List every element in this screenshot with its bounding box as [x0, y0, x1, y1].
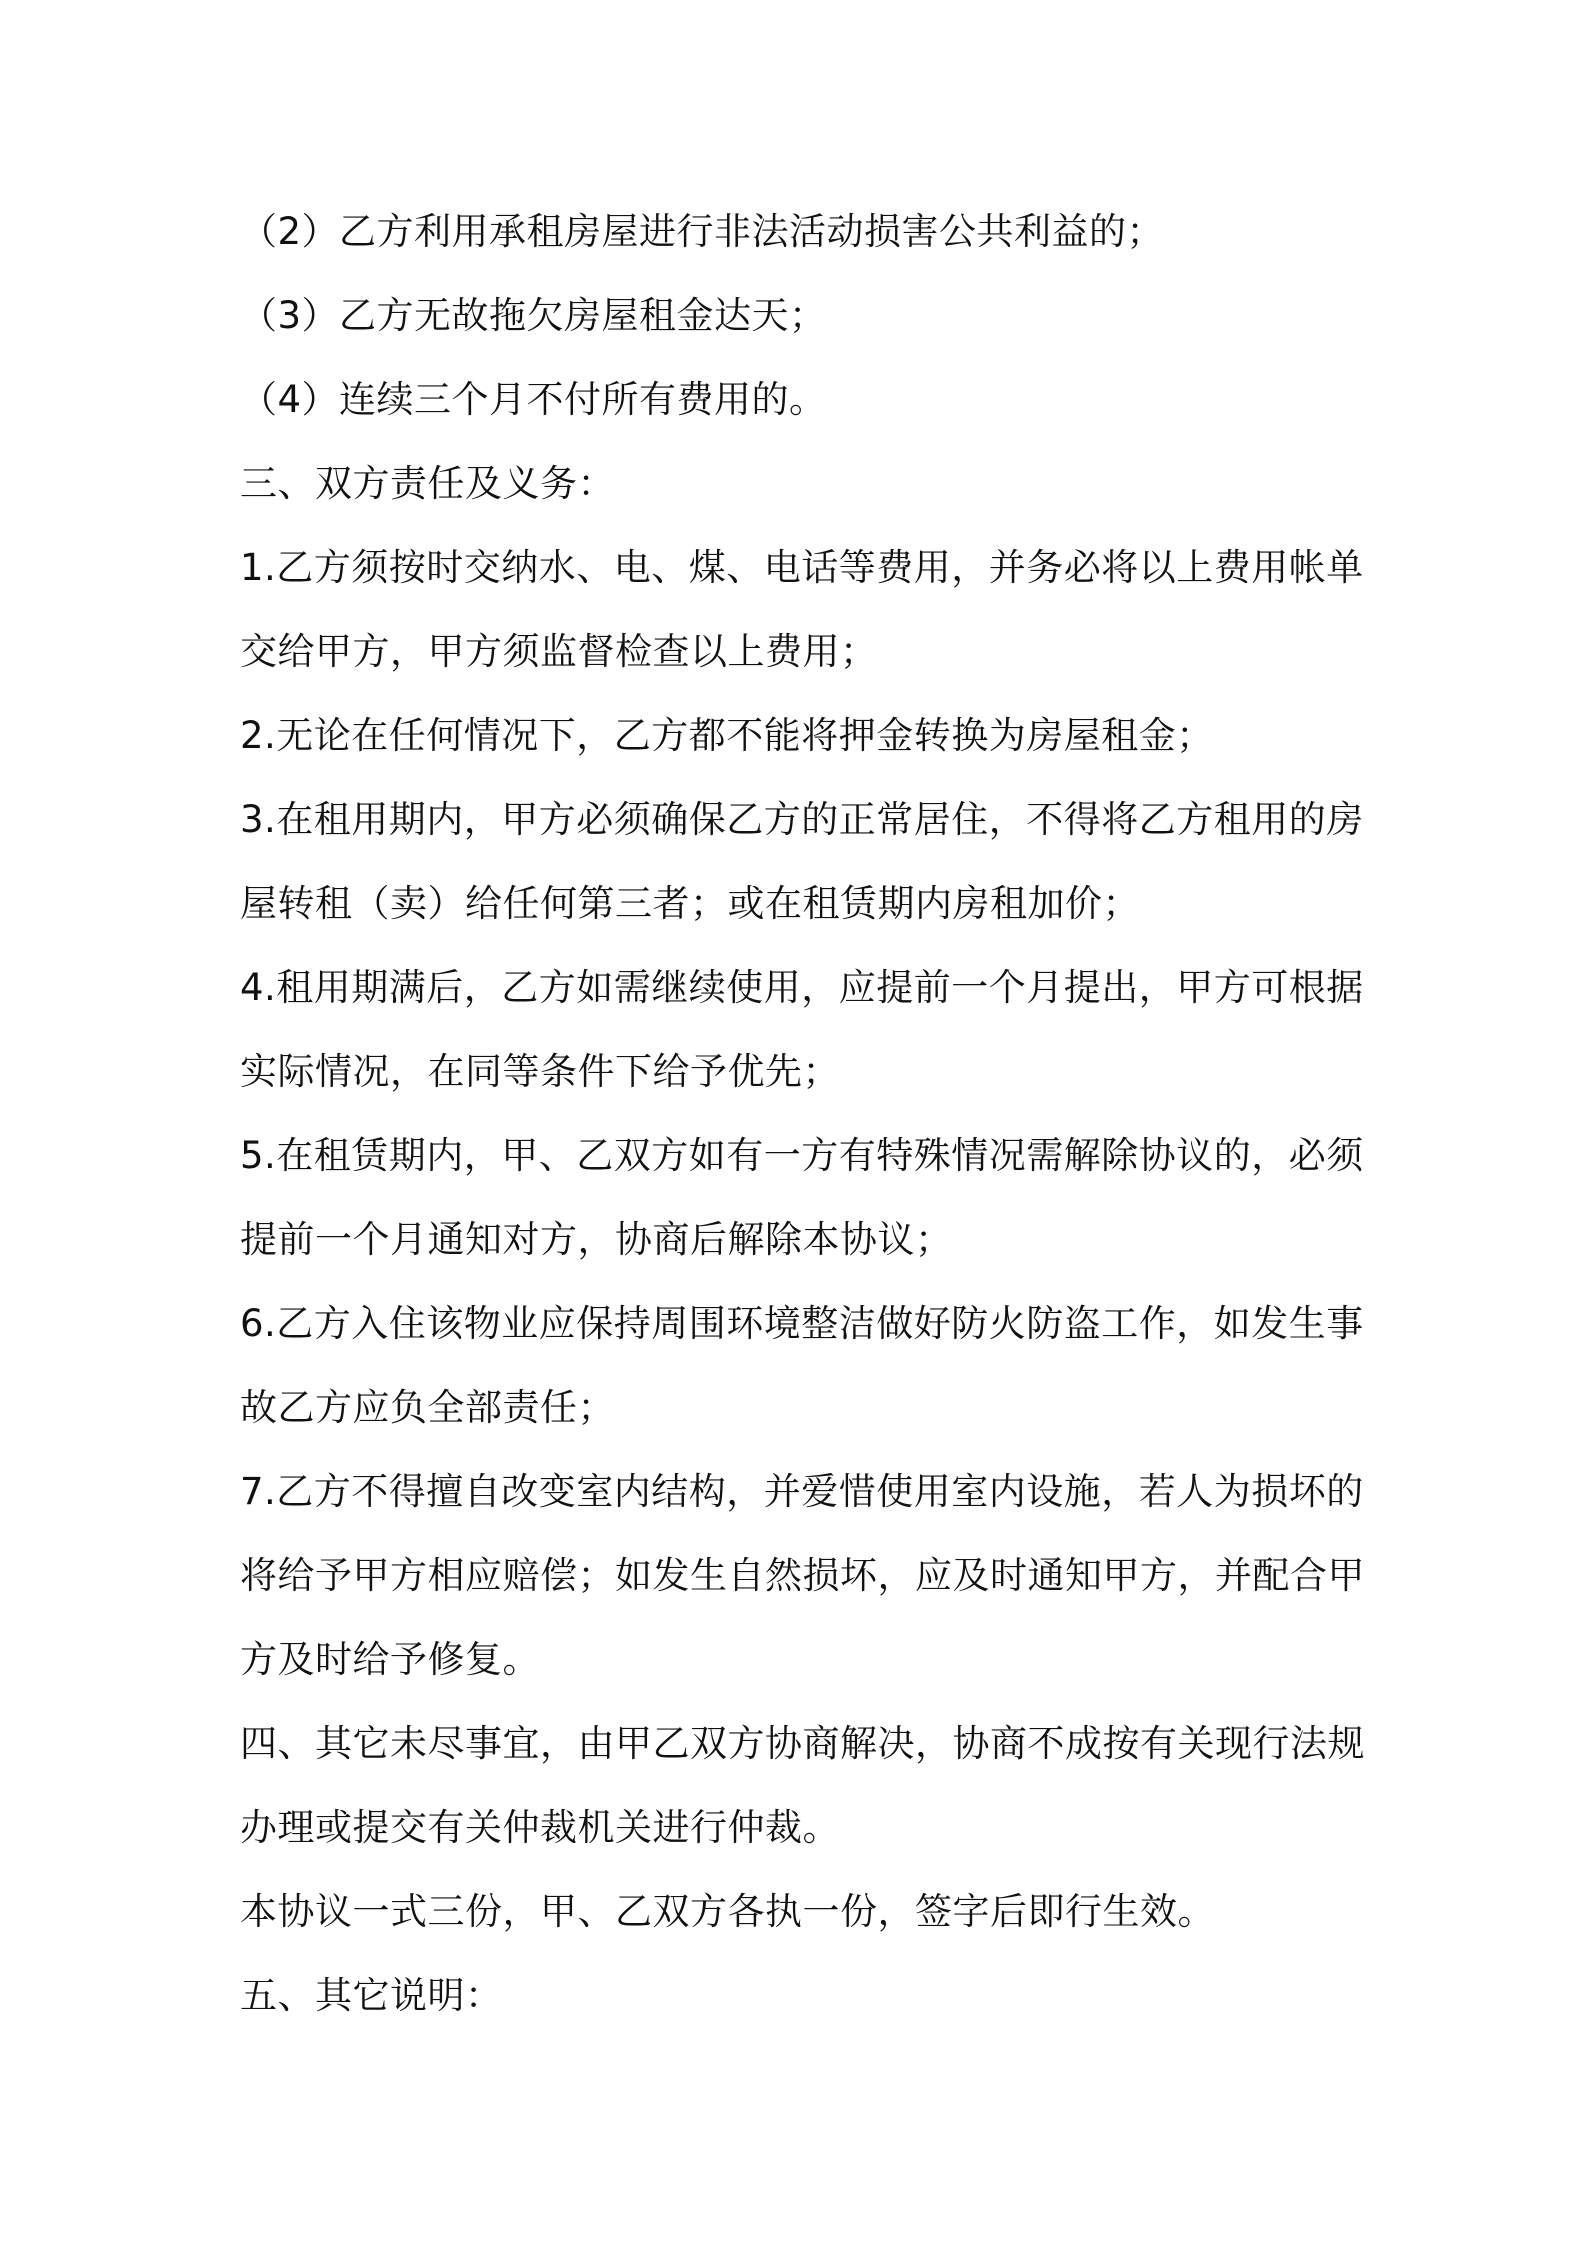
duty-5-line-2: 提前一个月通知对方，协商后解除本协议；	[240, 1218, 953, 1261]
section-4-line-1: 四、其它未尽事宜，由甲乙双方协商解决，协商不成按有关现行法规	[240, 1722, 1365, 1765]
duty-7-line-2: 将给予甲方相应赔偿；如发生自然损坏，应及时通知甲方，并配合甲	[240, 1554, 1365, 1597]
document-body	[240, 190, 1365, 2038]
duty-7-line-1: 7.乙方不得擅自改变室内结构，并爱惜使用室内设施，若人为损坏的	[240, 1470, 1364, 1513]
duty-5-line-1: 5.在租赁期内，甲、乙双方如有一方有特殊情况需解除协议的，必须	[240, 1134, 1364, 1177]
duty-6-line-1: 6.乙方入住该物业应保持周围环境整洁做好防火防盗工作，如发生事	[240, 1302, 1364, 1345]
section-4-line-2: 办理或提交有关仲裁机关进行仲裁。	[240, 1806, 840, 1849]
duty-4-line-1: 4.租用期满后，乙方如需继续使用，应提前一个月提出，甲方可根据	[240, 966, 1364, 1009]
duty-3-line-2: 屋转租（卖）给任何第三者；或在租赁期内房租加价；	[240, 882, 1140, 925]
clause-2-line: （2）乙方利用承租房屋进行非法活动损害公共利益的；	[240, 210, 1165, 253]
section-3-heading: 三、双方责任及义务：	[240, 462, 615, 505]
copies-statement: 本协议一式三份，甲、乙双方各执一份，签字后即行生效。	[240, 1890, 1215, 1933]
duty-1-line-1: 1.乙方须按时交纳水、电、煤、电话等费用，并务必将以上费用帐单	[240, 546, 1364, 589]
duty-6-line-2: 故乙方应负全部责任；	[240, 1386, 615, 1429]
section-5-heading: 五、其它说明：	[240, 1974, 503, 2017]
duty-1-line-2: 交给甲方，甲方须监督检查以上费用；	[240, 630, 878, 673]
clause-4-line: （4）连续三个月不付所有费用的。	[240, 378, 827, 421]
duty-2-line: 2.无论在任何情况下，乙方都不能将押金转换为房屋租金；	[240, 714, 1214, 757]
duty-3-line-1: 3.在租用期内，甲方必须确保乙方的正常居住，不得将乙方租用的房	[240, 798, 1364, 841]
duty-4-line-2: 实际情况，在同等条件下给予优先；	[240, 1050, 840, 1093]
clause-3-line: （3）乙方无故拖欠房屋租金达天；	[240, 294, 827, 337]
duty-7-line-3: 方及时给予修复。	[240, 1638, 540, 1681]
